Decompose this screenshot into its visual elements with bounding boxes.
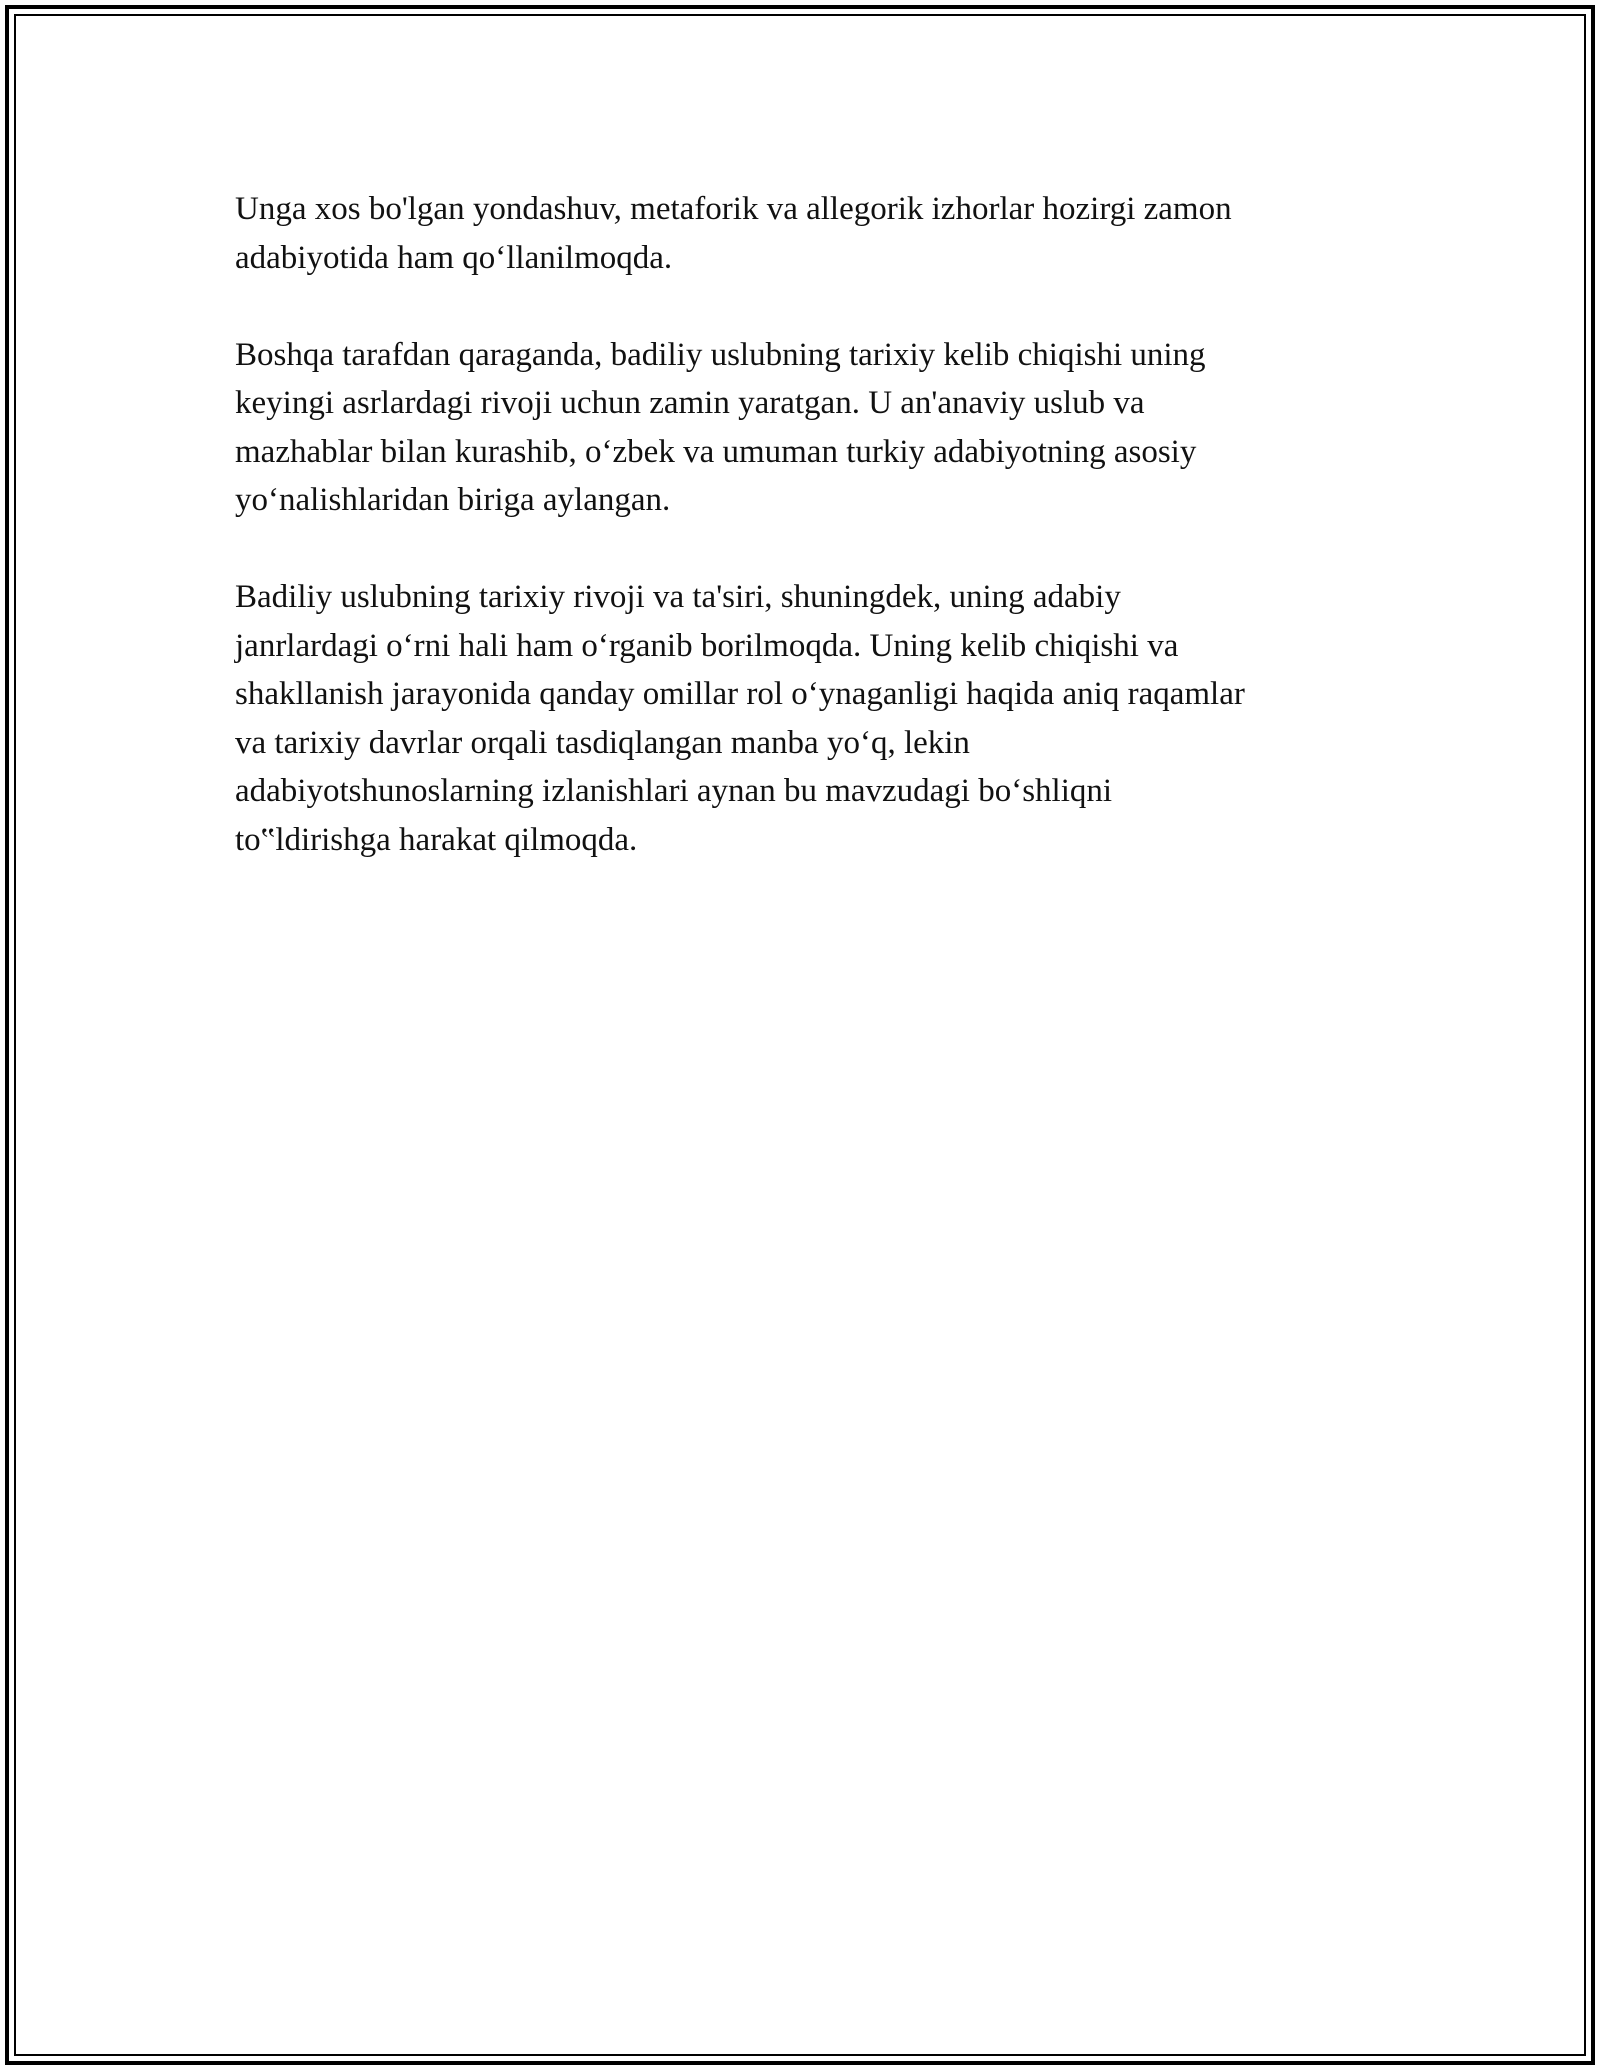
text-line: adabiyotida ham qo‘llanilmoqda. <box>235 239 673 276</box>
text-line: keyingi asrlardagi rivoji uchun zamin yaratgan. U an'anaviy uslub va <box>235 385 1145 421</box>
text-line: Badiliy uslubning tarixiy rivoji va ta'siri, shuningdek, uning adabiy <box>235 579 1121 615</box>
text-line: yo‘nalishlaridan biriga aylangan. <box>235 482 671 518</box>
paragraph-2 <box>235 331 1385 525</box>
text-line: Unga xos bo'lgan yondashuv, metaforik va allegorik izhorlar hozirgi zamon <box>235 191 1232 227</box>
paragraph-1 <box>235 185 1385 282</box>
text-line: Boshqa tarafdan qaraganda, badiliy uslubning tarixiy kelib chiqishi uning <box>235 336 1206 373</box>
text-line: mazhablar bilan kurashib, o‘zbek va umuman turkiy adabiyotning asosiy <box>235 433 1197 470</box>
text-line: janrlardagi o‘rni hali ham o‘rganib borilmoqda. Uning kelib chiqishi va <box>235 627 1179 664</box>
text-line: va tarixiy davrlar orqali tasdiqlangan manba yo‘q, lekin <box>235 724 970 761</box>
paragraph-3 <box>235 573 1385 864</box>
document-body <box>235 185 1385 913</box>
text-line: adabiyotshunoslarning izlanishlari aynan bu mavzudagi bo‘shliqni <box>235 773 1113 809</box>
text-line: shakllanish jarayonida qanday omillar rol o‘ynaganligi haqida aniq raqamlar <box>235 676 1245 712</box>
text-line: to‟ldirishga harakat qilmoqda. <box>235 821 638 858</box>
